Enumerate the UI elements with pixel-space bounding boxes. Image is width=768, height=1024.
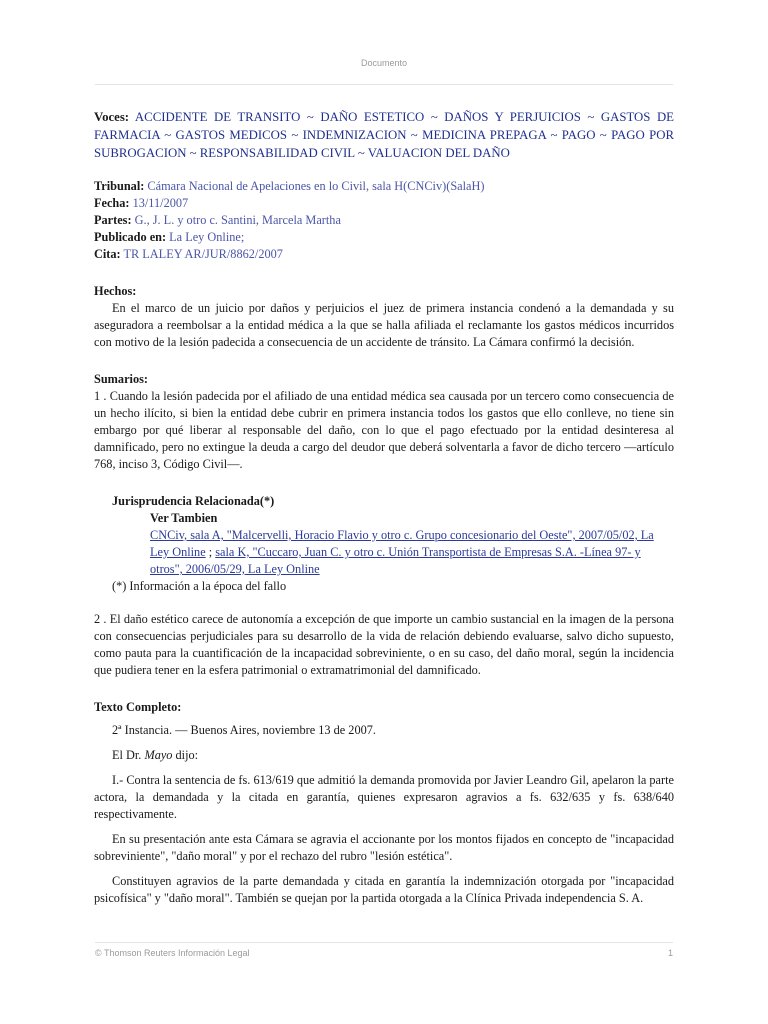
publicado-label: Publicado en: [94, 230, 167, 244]
jurisprudencia-title: Jurisprudencia Relacionada(*) [112, 494, 275, 508]
tribunal-value: Cámara Nacional de Apelaciones en lo Civil, sala H(CNCiv)(SalaH) [147, 179, 485, 193]
publicado-row [94, 229, 674, 246]
ver-tambien-label: Ver Tambien [150, 511, 218, 525]
texto-p1: 2ª Instancia. — Buenos Aires, noviembre 13 de 2007. [112, 723, 376, 737]
tribunal-label: Tribunal: [94, 179, 145, 193]
hechos-title: Hechos: [94, 284, 137, 298]
case-metadata [94, 178, 674, 263]
partes-label: Partes: [94, 213, 132, 227]
partes-row [94, 212, 674, 229]
juris-note: (*) Información a la época del fallo [112, 579, 287, 593]
cita-label: Cita: [94, 247, 121, 261]
voces-text: ACCIDENTE DE TRANSITO ~ DAÑO ESTETICO ~ DAÑOS Y PERJUICIOS ~ GASTOS DE FARMACIA ~ GASTOS MEDICOS ~ INDEMNIZACION ~ MEDICINA PREPAGA ~ PAGO ~ PAGO POR SUBROGACION ~ RESPONSABILIDAD CIVIL ~ VALUACION DEL DAÑO [94, 110, 674, 160]
document-header [95, 58, 673, 85]
related-link-malcervelli[interactable]: CNCiv, sala A, "Malcervelli, Horacio Flavio y otro c. Grupo concesionario del Oeste", 2007/05/02, La Ley Online [150, 528, 654, 559]
texto-p2-post: dijo: [172, 748, 199, 762]
document-body [94, 108, 674, 915]
publicado-value: La Ley Online; [169, 230, 245, 244]
jurisprudencia-block [112, 493, 674, 595]
texto-p4: En su presentación ante esta Cámara se agravia el accionante por los montos fijados en concepto de "incapacidad sobreviniente", "daño moral" y por el rechazo del rubro "lesión estética". [94, 832, 674, 863]
related-link-cuccaro[interactable]: sala K, "Cuccaro, Juan C. y otro c. Unión Transportista de Empresas S.A. -Línea 97- y otros", 2006/05/29, La Ley Online [150, 545, 641, 576]
sumario-1: 1 . Cuando la lesión padecida por el afiliado de una entidad médica sea causada por un tercero como consecuencia de un hecho ilícito, si bien la entidad debe cubrir en primera instancia todos los gastos que ello conlleve, no tiene sin embargo por qué liberar al responsable del daño, con lo que el pago efectuado por la entidad desinteresa al damnificado, pero no extingue la deuda a cargo del deudor que deberá solventarla a favor de dicho tercero —artículo 768, inciso 3, Código Civil—. [94, 389, 674, 471]
texto-p2 [94, 747, 674, 764]
fecha-row [94, 195, 674, 212]
related-links [150, 527, 674, 578]
texto-completo [94, 722, 674, 907]
cita-value: TR LALEY AR/JUR/8862/2007 [123, 247, 283, 261]
cita-row [94, 246, 674, 263]
texto-p5: Constituyen agravios de la parte demandada y citada en garantía la indemnización otorgada por "incapacidad psicofísica" y "daño moral". También se quejan por la partida otorgada a la Clínica Privada independencia S. A. [94, 874, 674, 905]
voces-block [94, 108, 674, 162]
fecha-value: 13/11/2007 [132, 196, 189, 210]
voces-label: Voces: [94, 110, 130, 124]
document-footer [95, 942, 673, 958]
fecha-label: Fecha: [94, 196, 130, 210]
sumarios-title: Sumarios: [94, 372, 148, 386]
texto-p3: I.- Contra la sentencia de fs. 613/619 que admitió la demanda promovida por Javier Leandro Gil, apelaron la parte actora, la demandada y la citada en garantía, quienes expresaron agravios a fs. 632/635 y fs. 638/640 respectivamente. [94, 773, 674, 821]
footer-copyright: © Thomson Reuters Información Legal [95, 948, 250, 958]
texto-p2-pre: El Dr. [112, 748, 145, 762]
partes-value: G., J. L. y otro c. Santini, Marcela Martha [134, 213, 341, 227]
judge-name: Mayo [144, 748, 173, 762]
hechos-text: En el marco de un juicio por daños y perjuicios el juez de primera instancia condenó a la demandada y su aseguradora a reembolsar a la entidad médica a la que se halla afiliada el reclamante los gastos médicos incurridos con motivo de la lesión padecida a consecuencia de un accidente de tránsito. La Cámara confirmó la decisión. [94, 301, 674, 349]
sumario-2: 2 . El daño estético carece de autonomía a excepción de que importe un cambio sustancial en la imagen de la persona con consecuencias perjudiciales para su desarrollo de la vida de relación debiendo evaluarse, salvo dicho supuesto, como pauta para la cuantificación de la incapacidad sobreviniente, o en su caso, del daño moral, según la incidencia que pudiera tener en la esfera patrimonial o extramatrimonial del damnificado. [94, 612, 674, 677]
header-title: Documento [360, 58, 408, 68]
link-separator: ; [205, 545, 216, 559]
texto-title: Texto Completo: [94, 700, 182, 714]
page-number: 1 [667, 948, 673, 958]
tribunal-row [94, 178, 674, 195]
